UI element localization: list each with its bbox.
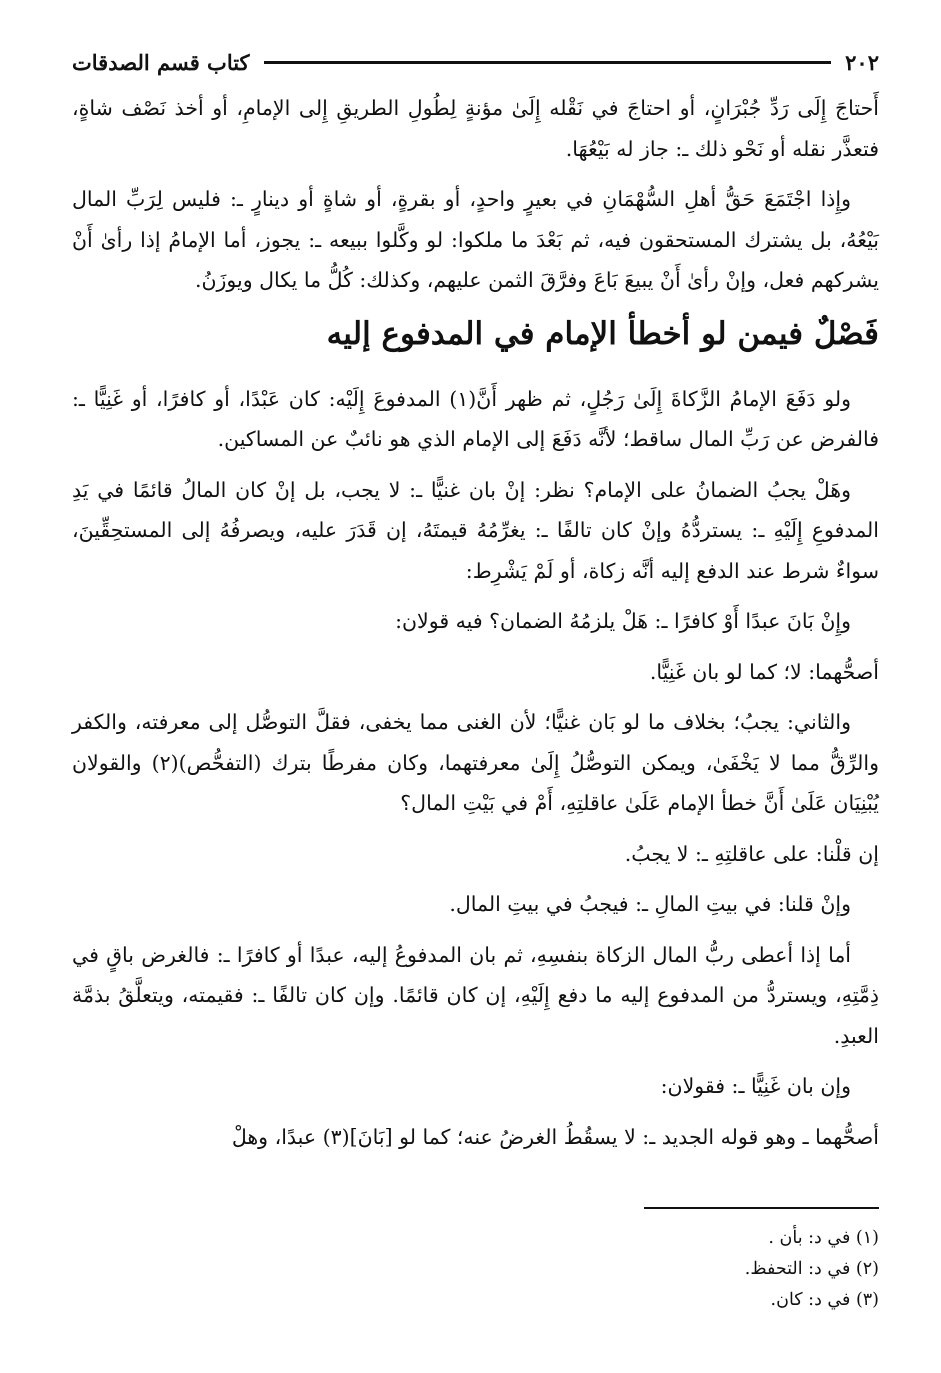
body-text [72, 88, 879, 1157]
footnote: (١) في د: بأن . [768, 1228, 879, 1248]
footnotes [72, 1223, 879, 1316]
footnote: (٣) في د: كان. [770, 1290, 879, 1310]
section-title: فَصْلٌ فيمن لو أخطأ الإمام في المدفوع إليه [326, 315, 879, 352]
running-title: كتاب قسم الصدقات [72, 49, 250, 75]
page-number: ٢٠٢ [845, 49, 879, 75]
paragraph: والثاني: يجبُ؛ بخلاف ما لو بَان غنيًّا؛ لأن الغنى مما يخفى، فقلَّ التوصُّل إلى معرفته، والكفر والرِّقُّ مما لا يَخْفَىٰ، ويمكن التوصُّلُ إِلَىٰ معرفتهما، وكان مفرطًا بترك (التفحُّص)(٢) والقولان يُبْنِيَان عَلَىٰ أَنَّ خطأ الإمام عَلَىٰ عاقلتِهِ، أَمْ في بَيْتِ المال؟ [72, 710, 879, 815]
page-header [72, 44, 879, 80]
paragraph: أصحُّهما ـ وهو قوله الجديد ـ: لا يسقُطُ الغرضُ عنه؛ كما لو [بَانَ](٣) عبدًا، وهلْ [231, 1124, 879, 1149]
paragraph: وإنْ قلنا: في بيتِ المالِ ـ: فيجبُ في بيتِ المال. [449, 892, 851, 916]
paragraph: وإِنْ بَانَ عبدًا أَوْ كافرًا ـ: هَلْ يلزمُهُ الضمان؟ فيه قولان: [395, 609, 851, 633]
paragraph: أَحتاجَ إِلَى رَدِّ جُبْرَانٍ، أو احتاجَ في نَقْله إِلَىٰ مؤنةٍ لِطُولِ الطريقِ إِلى الإمامِ، أو أخذ نَصْف شاةٍ، فتعذَّر نقله أو نَحْو ذلك ـ: جاز له بَيْعُهَا. [72, 96, 879, 161]
paragraph: أصحُّهما: لا؛ كما لو بان غَنِيًّا. [649, 659, 879, 684]
footnote: (٢) في د: التحفظ. [744, 1259, 879, 1279]
paragraph: وإِذا اجْتَمَعَ حَقُّ أهلِ السُّهْمَانِ في بعيرٍ واحدٍ، أو بقرةٍ، أو شاةٍ أو دينارٍ ـ: فليس لِرَبِّ المال بَيْعُهُ، بل يشترك المستحقون فيه، ثم بَعْدَ ما ملكوا: لو وكَّلوا ببيعه ـ: يجوز، أما الإمامُ إذا رأىٰ أَنْ يشركهم فعل، وإنْ رأىٰ أَنْ يبيعَ بَاعَ وفرَّقَ الثمن عليهم، وكذلك: كُلُّ ما يكال ويوزَنُ. [72, 187, 879, 292]
paragraph: أما إذا أعطى ربُّ المال الزكاة بنفسِهِ، ثم بان المدفوعُ إليه، عبدًا أو كافرًا ـ: فالغرض باقٍ في ذِمَّتِهِ، ويستردُّ من المدفوع إليه ما دفع إِلَيْهِ، إن كان قائمًا. وإن كان تالفًا ـ: فقيمته، ويتعلَّقُ بذمَّة العبدِ. [72, 942, 879, 1048]
paragraph: إن قلْنا: على عاقلتِهِ ـ: لا يجبُ. [624, 841, 879, 866]
footnote-separator [644, 1207, 879, 1209]
header-rule [264, 61, 832, 64]
paragraph: ولو دَفَعَ الإمامُ الزَّكاةَ إِلَىٰ رَجُلٍ، ثم ظهر أَنَّ(١) المدفوعَ إِلَيْه: كان عَبْدًا، أو كافرًا، أو غَنِيًّا ـ: فالفرض عن رَبِّ المال ساقط؛ لأنَّه دَفَعَ إلى الإمام الذي هو نائبٌ عن المساكين. [72, 386, 879, 451]
paragraph: وإن بان غَنِيًّا ـ: فقولان: [660, 1074, 851, 1098]
paragraph: وهَلْ يجبُ الضمانُ على الإمام؟ نظر: إنْ بان غنيًّا ـ: لا يجب، بل إنْ كان المالُ قائمًا في يَدِ المدفوعِ إِلَيْهِ ـ: يستردُّهُ وإنْ كان تالفًا ـ: يغرِّمُهُ قيمتَهُ، إن قَدَرَ عليه، ويصرفُهُ إلى المستحِقِّينَ، سواءٌ شرط عند الدفع إليه أنَّه زكاة، أو لَمْ يَشْرِط: [72, 477, 879, 583]
